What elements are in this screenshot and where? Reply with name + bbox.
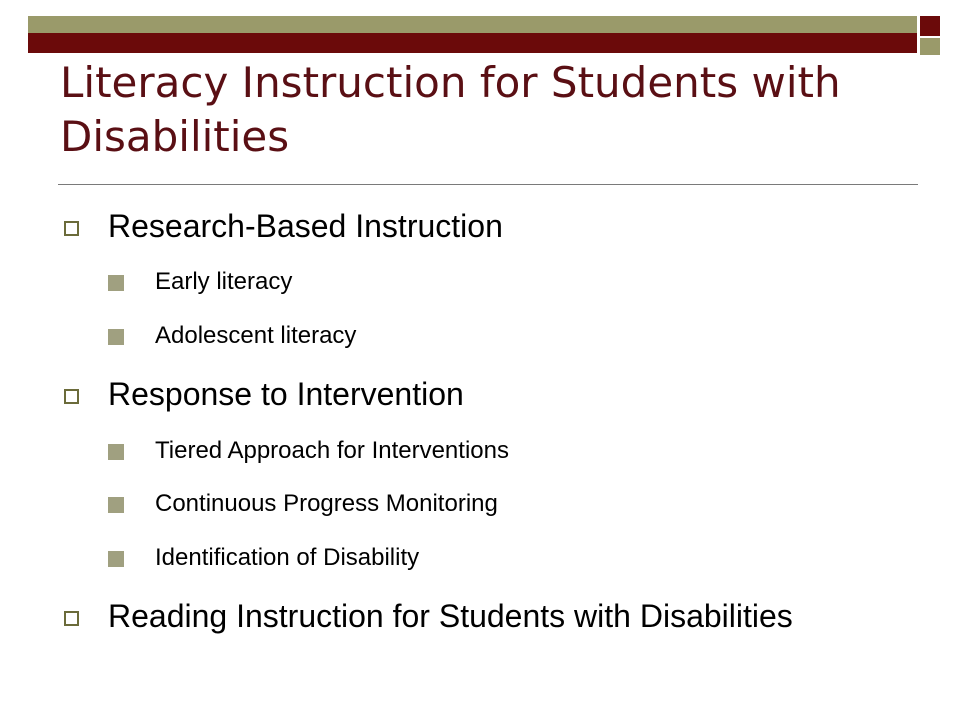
filled-square-bullet-icon bbox=[108, 275, 124, 291]
bullet-text: Adolescent literacy bbox=[155, 322, 357, 349]
bullet-text: Research-Based Instruction bbox=[108, 208, 503, 244]
filled-square-bullet-icon bbox=[108, 497, 124, 513]
filled-square-bullet-icon bbox=[108, 551, 124, 567]
slide-title: Literacy Instruction for Students with Disabilities bbox=[60, 58, 841, 161]
filled-square-bullet-icon bbox=[108, 329, 124, 345]
bullet-text: Identification of Disability bbox=[155, 544, 420, 571]
bullet-text: Reading Instruction for Students with Disabilities bbox=[108, 598, 793, 634]
hollow-square-bullet-icon bbox=[64, 221, 79, 236]
bullet-text: Early literacy bbox=[155, 268, 293, 295]
bullet-text: Response to Intervention bbox=[108, 376, 464, 412]
filled-square-bullet-icon bbox=[108, 444, 124, 460]
hollow-square-bullet-icon bbox=[64, 389, 79, 404]
bullet-text: Tiered Approach for Interventions bbox=[155, 437, 509, 464]
hollow-square-bullet-icon bbox=[64, 611, 79, 626]
bullet-text: Continuous Progress Monitoring bbox=[155, 490, 498, 517]
